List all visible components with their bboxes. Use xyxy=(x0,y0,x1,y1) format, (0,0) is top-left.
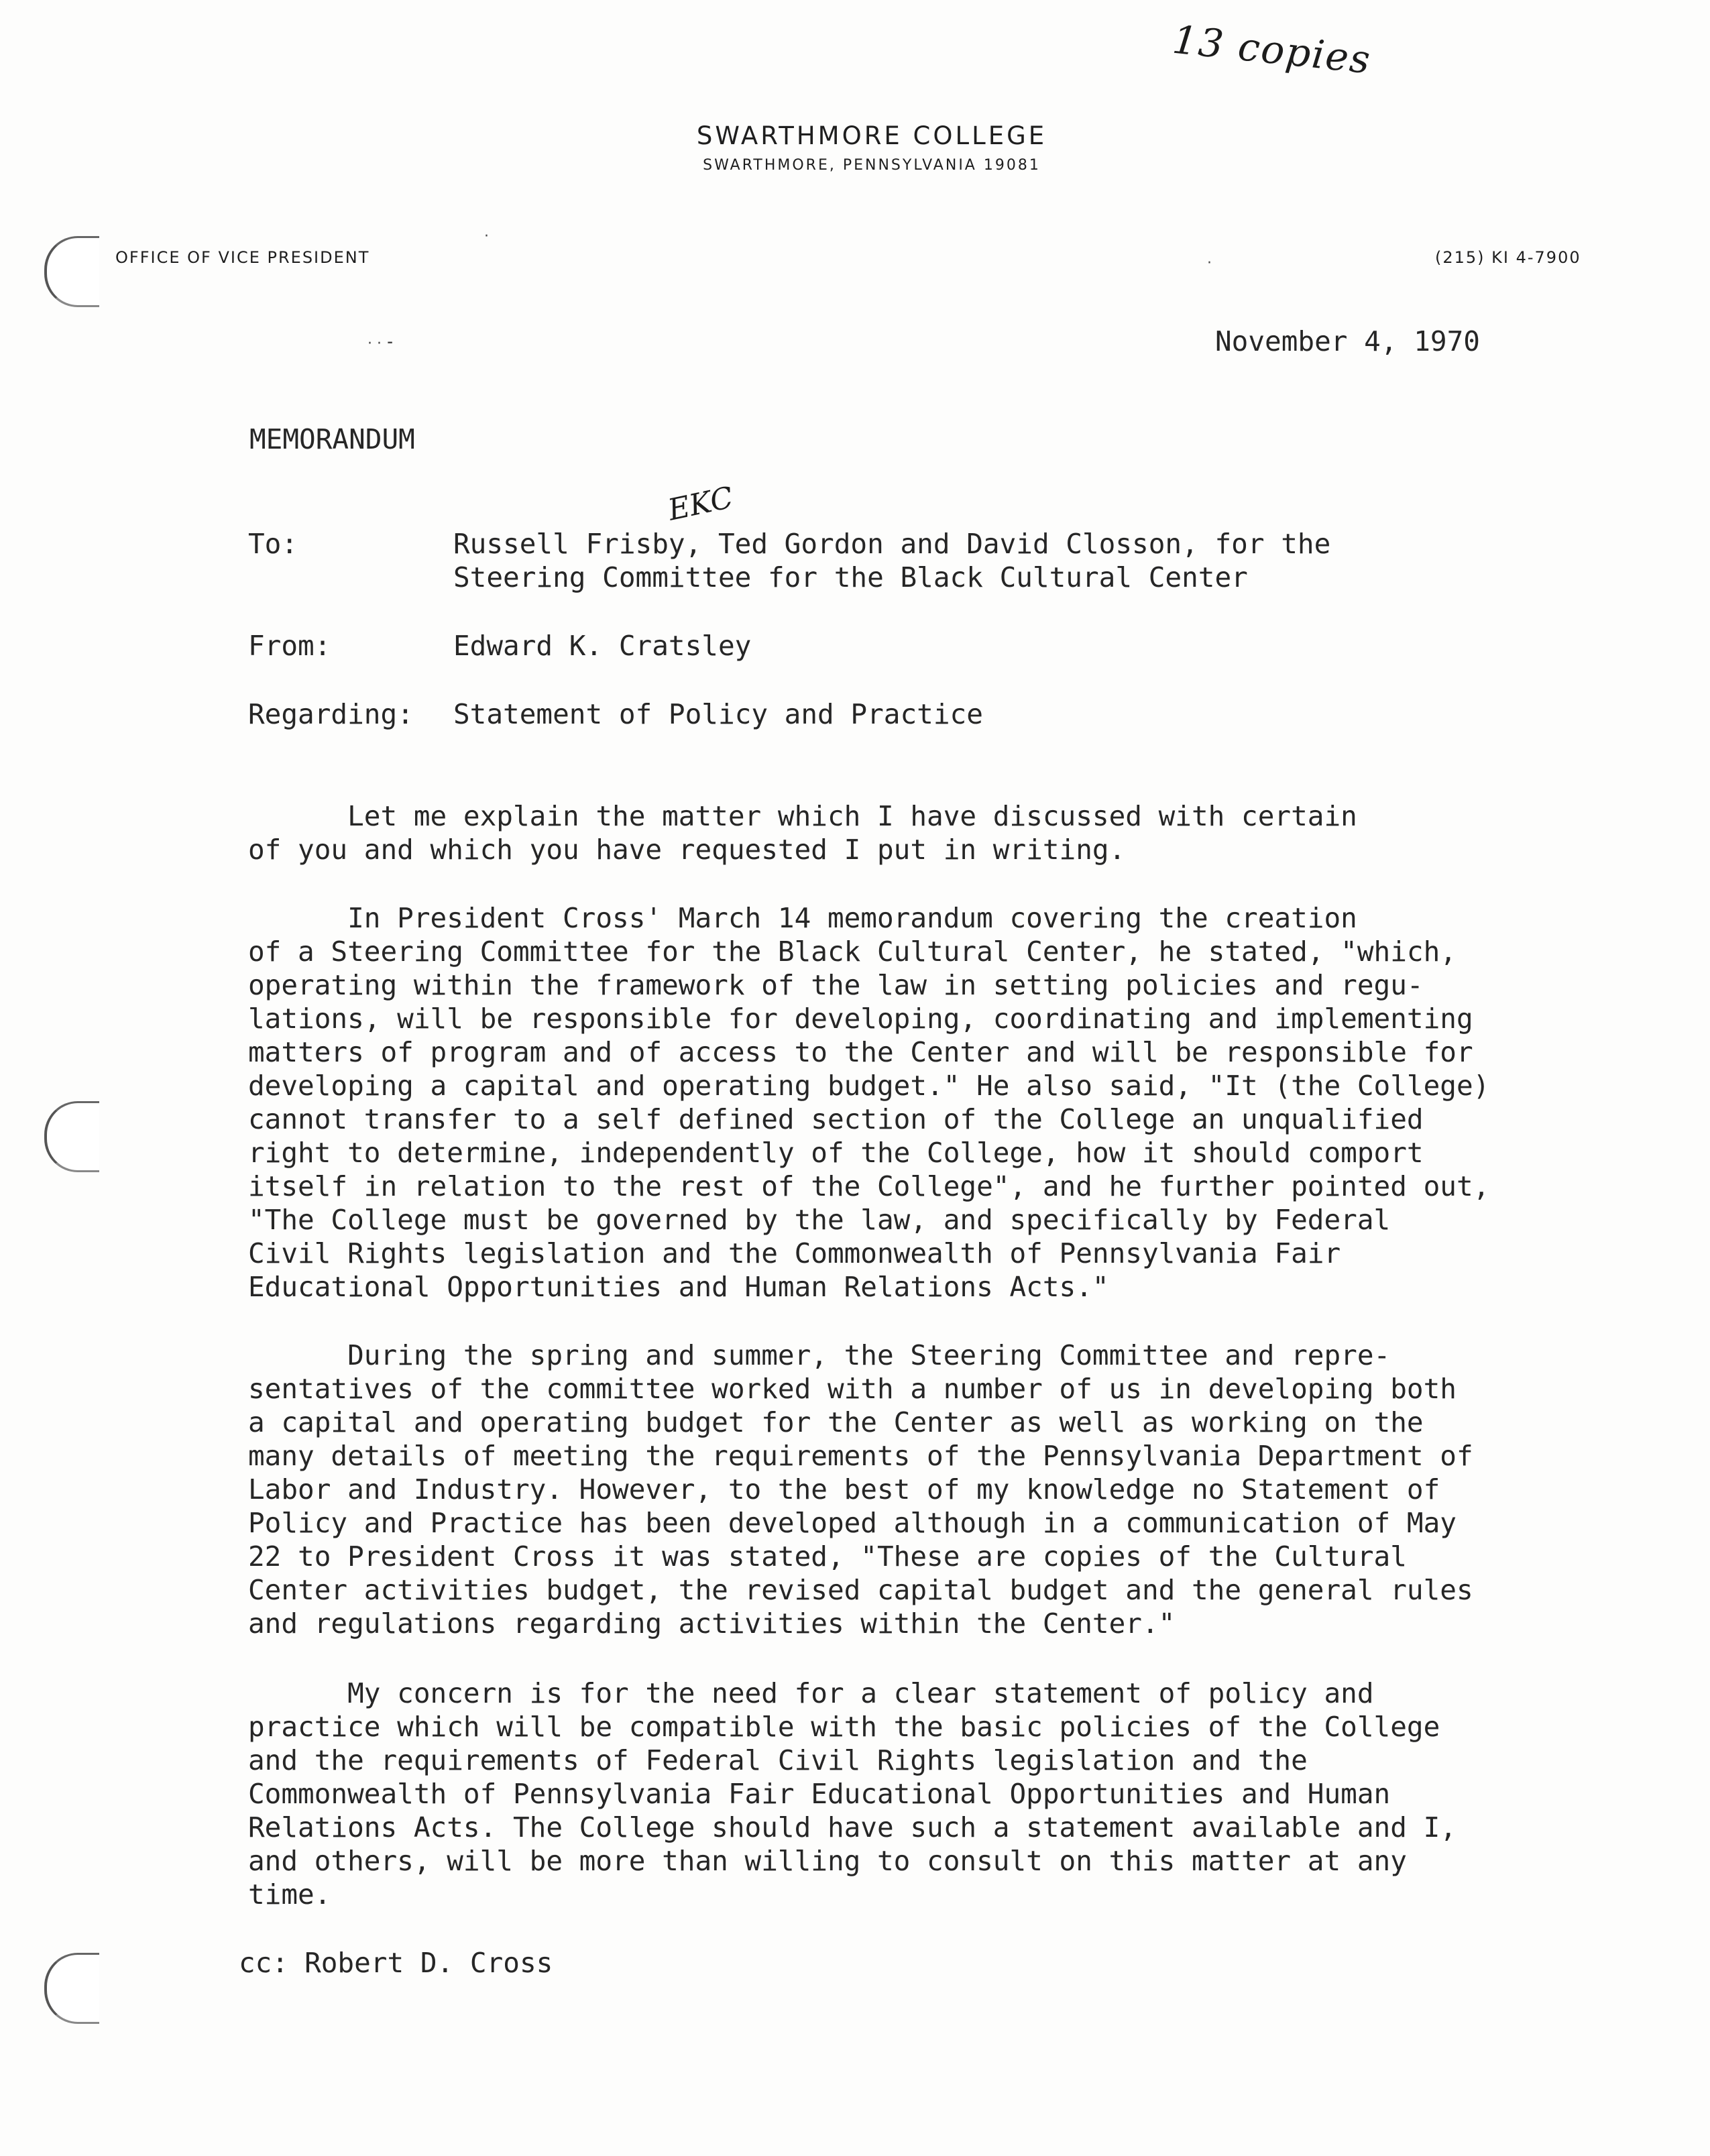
paragraph-line: During the spring and summer, the Steering Committee and repre- xyxy=(248,1339,1391,1371)
paragraph-3 xyxy=(248,1339,1522,1640)
paragraph-line: and others, will be more than willing to consult on this matter at any xyxy=(248,1845,1407,1877)
to-label: To: xyxy=(248,528,298,560)
institution-name: SWARTHMORE COLLEGE xyxy=(696,121,1047,150)
punch-hole-middle xyxy=(44,1101,99,1172)
paragraph-line: matters of program and of access to the Center and will be responsible for xyxy=(248,1036,1473,1068)
from-value: Edward K. Cratsley xyxy=(453,630,752,662)
memo-date: November 4, 1970 xyxy=(1215,325,1480,357)
paragraph-line: Relations Acts. The College should have such a statement available and I, xyxy=(248,1811,1457,1843)
to-recipients-line-2: Steering Committee for the Black Cultural Center xyxy=(453,561,1248,593)
paragraph-4 xyxy=(248,1677,1522,1911)
paragraph-line: many details of meeting the requirements of the Pennsylvania Department of xyxy=(248,1440,1473,1472)
paragraph-line: "The College must be governed by the law, and specifically by Federal xyxy=(248,1204,1391,1236)
paragraph-line: right to determine, independently of the College, how it should comport xyxy=(248,1137,1424,1169)
office-phone: (215) KI 4-7900 xyxy=(1435,248,1581,267)
paragraph-line: and regulations regarding activities within the Center." xyxy=(248,1607,1176,1640)
cc-name: Robert D. Cross xyxy=(304,1947,553,1979)
paragraph-line: of a Steering Committee for the Black Cultural Center, he stated, "which, xyxy=(248,935,1457,968)
paragraph-line: itself in relation to the rest of the College", and he further pointed out, xyxy=(248,1170,1490,1202)
paragraph-line: Let me explain the matter which I have discussed with certain xyxy=(248,800,1357,832)
handwritten-copies-note: 13 copies xyxy=(1170,16,1374,83)
cc-label: cc: xyxy=(239,1947,289,1979)
paragraph-2 xyxy=(248,901,1522,1304)
paragraph-line: Civil Rights legislation and the Commonwealth of Pennsylvania Fair xyxy=(248,1237,1341,1269)
paragraph-line: Policy and Practice has been developed although in a communication of May xyxy=(248,1507,1457,1539)
cc-line xyxy=(239,1946,553,1980)
scan-speck: · xyxy=(484,228,489,245)
paragraph-line: Commonwealth of Pennsylvania Fair Educational Opportunities and Human xyxy=(248,1778,1391,1810)
paragraph-line: a capital and operating budget for the Center as well as working on the xyxy=(248,1406,1424,1438)
paragraph-line: of you and which you have requested I put in writing. xyxy=(248,834,1126,866)
paragraph-line: cannot transfer to a self defined section of the College an unqualified xyxy=(248,1103,1424,1135)
paragraph-line: sentatives of the committee worked with a number of us in developing both xyxy=(248,1373,1457,1405)
paragraph-line: lations, will be responsible for developing, coordinating and implementing xyxy=(248,1003,1473,1035)
regarding-value: Statement of Policy and Practice xyxy=(453,698,983,730)
regarding-label: Regarding: xyxy=(248,698,414,730)
institution-address: SWARTHMORE, PENNSYLVANIA 19081 xyxy=(703,157,1041,174)
office-name: OFFICE OF VICE PRESIDENT xyxy=(115,248,370,267)
punch-hole-top xyxy=(44,236,99,307)
paragraph-line: operating within the framework of the law in setting policies and regu- xyxy=(248,969,1424,1001)
paragraph-line: In President Cross' March 14 memorandum covering the creation xyxy=(248,902,1357,934)
from-label: From: xyxy=(248,630,331,662)
letterhead xyxy=(630,121,1113,180)
paragraph-line: practice which will be compatible with the basic policies of the College xyxy=(248,1711,1440,1743)
punch-hole-bottom xyxy=(44,1953,99,2024)
paragraph-line: and the requirements of Federal Civil Rights legislation and the xyxy=(248,1744,1308,1776)
paragraph-line: Labor and Industry. However, to the best of my knowledge no Statement of xyxy=(248,1473,1440,1506)
paragraph-line: Educational Opportunities and Human Relations Acts." xyxy=(248,1271,1109,1303)
memo-title: MEMORANDUM xyxy=(249,423,415,455)
handwritten-initials: EKC xyxy=(665,480,736,528)
scan-speck: · · ⁃ xyxy=(367,335,394,352)
paragraph-line: 22 to President Cross it was stated, "These are copies of the Cultural xyxy=(248,1540,1407,1573)
paragraph-1 xyxy=(248,799,1522,866)
paragraph-line: Center activities budget, the revised capital budget and the general rules xyxy=(248,1574,1473,1606)
paragraph-line: My concern is for the need for a clear statement of policy and xyxy=(248,1677,1374,1709)
to-recipients-line-1: Russell Frisby, Ted Gordon and David Closson, for the xyxy=(453,528,1331,560)
scan-speck: · xyxy=(1207,255,1212,272)
paragraph-line: developing a capital and operating budget." He also said, "It (the College) xyxy=(248,1070,1490,1102)
paragraph-line: time. xyxy=(248,1878,331,1911)
